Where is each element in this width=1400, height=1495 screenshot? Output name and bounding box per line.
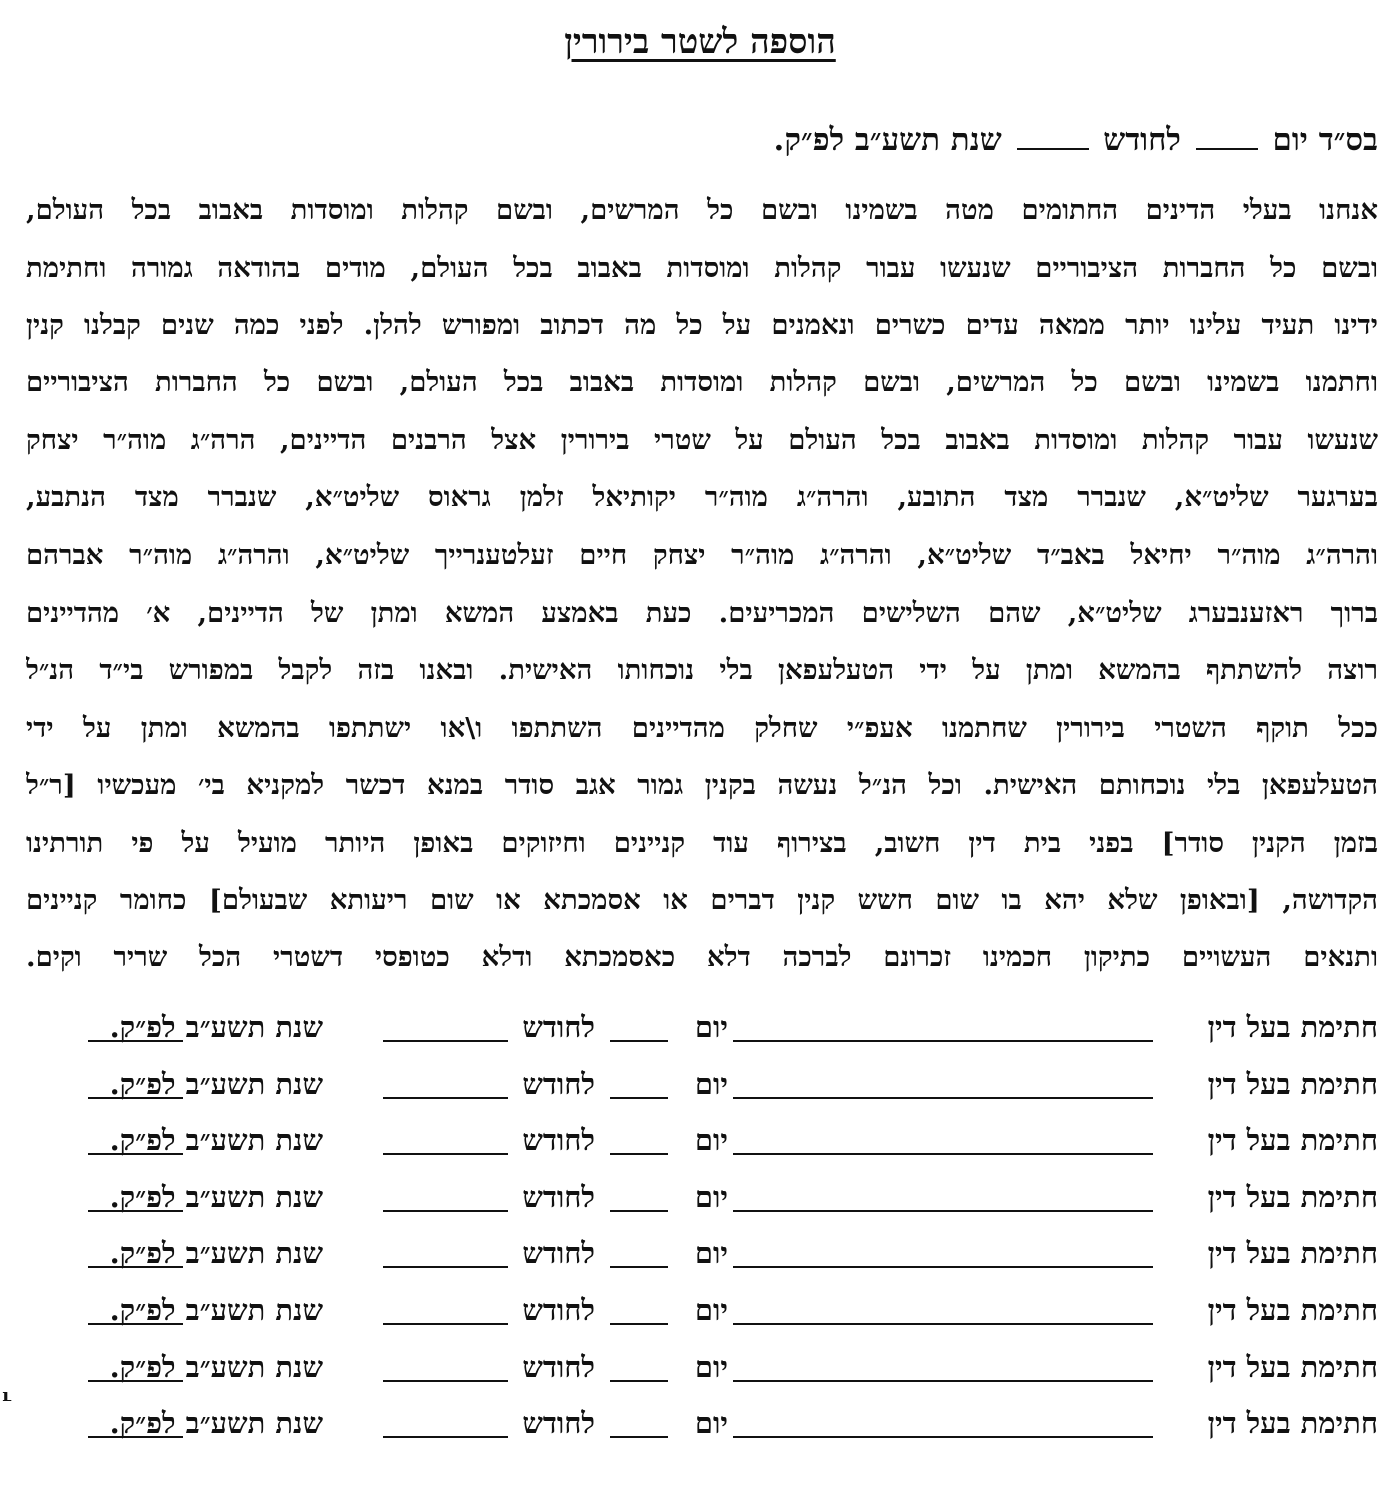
signature-row xyxy=(26,1406,1378,1450)
signature-day-blank[interactable] xyxy=(610,1153,668,1155)
signature-day-blank[interactable] xyxy=(610,1436,668,1438)
signature-month-label: לחודש xyxy=(522,1010,595,1044)
signature-line[interactable] xyxy=(733,1040,1153,1042)
signature-line[interactable] xyxy=(733,1210,1153,1212)
signature-year-blank[interactable] xyxy=(88,1323,183,1325)
margin-mark: ւ xyxy=(2,1385,11,1406)
signature-line[interactable] xyxy=(733,1380,1153,1382)
signature-year-label: שנת תשע״ב לפ״ק. xyxy=(109,1067,323,1101)
signature-row xyxy=(26,1236,1378,1280)
signature-label: חתימת בעל דין xyxy=(1207,1350,1378,1384)
signature-day-blank[interactable] xyxy=(610,1040,668,1042)
signature-month-blank[interactable] xyxy=(383,1153,508,1155)
signature-line[interactable] xyxy=(733,1436,1153,1438)
body-line: רוצה להשתתף בהמשא ומתן על ידי הטעלעפאן בלי נוכחותו האישית. ובאנו בזה לקבל במפורש בי״ד הנ״ל xyxy=(26,654,1378,686)
dateline xyxy=(774,122,1378,158)
body-line: והרה״ג מוה״ר יחיאל באב״ד שליט״א, והרה״ג מוה״ר יצחק חיים זעלטענרייך שליט״א, והרה״ג מוה״ר אברהם xyxy=(26,539,1378,571)
body-line: ובשם כל החברות הציבוריים שנעשו עבור קהלות ומוסדות באבוב בכל העולם, מודים בהודאה גמורה וחתימת xyxy=(26,252,1378,284)
signature-day-blank[interactable] xyxy=(610,1266,668,1268)
signature-month-label: לחודש xyxy=(522,1180,595,1214)
body-line: אנחנו בעלי הדינים החתומים מטה בשמינו ובשם כל המרשים, ובשם קהלות ומוסדות באבוב בכל העולם, xyxy=(26,194,1378,226)
signature-line[interactable] xyxy=(733,1097,1153,1099)
signature-day-label: יום xyxy=(694,1293,728,1327)
dateline-day-label: בס״ד יום xyxy=(1272,122,1378,158)
signature-label: חתימת בעל דין xyxy=(1207,1293,1378,1327)
body-line: הקדושה, [ובאופן שלא יהא בו שום חשש קנין דברים או אסמכתא או שום ריעותא שבעולם] כחומר קניינים xyxy=(26,884,1378,916)
signature-label: חתימת בעל דין xyxy=(1207,1180,1378,1214)
signature-row xyxy=(26,1123,1378,1167)
signature-row xyxy=(26,1010,1378,1054)
signature-label: חתימת בעל דין xyxy=(1207,1123,1378,1157)
signature-year-blank[interactable] xyxy=(88,1210,183,1212)
signature-line[interactable] xyxy=(733,1323,1153,1325)
signature-day-label: יום xyxy=(694,1067,728,1101)
body-line: שנעשו עבור קהלות ומוסדות באבוב בכל העולם על שטרי בירורין אצל הרבנים הדיינים, הרה״ג מוה״ר יצחק xyxy=(26,424,1378,456)
signature-month-label: לחודש xyxy=(522,1236,595,1270)
signature-day-blank[interactable] xyxy=(610,1380,668,1382)
signature-day-blank[interactable] xyxy=(610,1323,668,1325)
signature-month-blank[interactable] xyxy=(383,1323,508,1325)
signature-day-label: יום xyxy=(694,1236,728,1270)
document-title-text: הוספה לשטר בירורין xyxy=(564,22,836,62)
dateline-month-blank[interactable] xyxy=(1017,122,1089,150)
signature-month-label: לחודש xyxy=(522,1067,595,1101)
signature-row xyxy=(26,1067,1378,1111)
body-line: הטעלעפאן בלי נוכחותם האישית. וכל הנ״ל נעשה בקנין גמור אגב סודר במנא דכשר למקניא בי׳ מעכשיו [ר״ל xyxy=(26,769,1378,801)
signature-year-label: שנת תשע״ב לפ״ק. xyxy=(109,1180,323,1214)
signature-month-blank[interactable] xyxy=(383,1210,508,1212)
signature-day-label: יום xyxy=(694,1180,728,1214)
signature-year-label: שנת תשע״ב לפ״ק. xyxy=(109,1123,323,1157)
signature-year-blank[interactable] xyxy=(88,1040,183,1042)
signature-day-label: יום xyxy=(694,1010,728,1044)
signature-row xyxy=(26,1180,1378,1224)
body-line: בזמן הקנין סודר] בפני בית דין חשוב, בצירוף עוד קניינים וחיזוקים באופן היותר מועיל על פי תורתינו xyxy=(26,827,1378,859)
signature-day-label: יום xyxy=(694,1406,728,1440)
signature-label: חתימת בעל דין xyxy=(1207,1236,1378,1270)
signature-month-blank[interactable] xyxy=(383,1266,508,1268)
body-line: ככל תוקף השטרי בירורין שחתמנו אעפ״י שחלק מהדיינים השתתפו ו\או ישתתפו בהמשא ומתן על ידי xyxy=(26,712,1378,744)
body-line: ידינו תעיד עלינו יותר ממאה עדים כשרים ונאמנים על כל מה דכתוב ומפורש להלן. לפני כמה שנים קבלנו קנין xyxy=(26,309,1378,341)
signature-line[interactable] xyxy=(733,1266,1153,1268)
signature-year-label: שנת תשע״ב לפ״ק. xyxy=(109,1010,323,1044)
signature-month-blank[interactable] xyxy=(383,1380,508,1382)
document-title xyxy=(0,22,1400,62)
body-line: בערגער שליט״א, שנברר מצד התובע, והרה״ג מוה״ר יקותיאל זלמן גראוס שליט״א, שנברר מצד הנתבע, xyxy=(26,481,1378,513)
signature-year-blank[interactable] xyxy=(88,1436,183,1438)
signature-year-label: שנת תשע״ב לפ״ק. xyxy=(109,1236,323,1270)
signature-day-blank[interactable] xyxy=(610,1210,668,1212)
signature-month-label: לחודש xyxy=(522,1293,595,1327)
body-line: ותנאים העשויים כתיקון חכמינו זכרונם לברכה דלא כאסמכתא ודלא כטופסי דשטרי הכל שריר וקים. xyxy=(26,941,1378,973)
signature-day-blank[interactable] xyxy=(610,1097,668,1099)
signature-row xyxy=(26,1350,1378,1394)
signature-year-blank[interactable] xyxy=(88,1266,183,1268)
signature-month-blank[interactable] xyxy=(383,1040,508,1042)
signature-label: חתימת בעל דין xyxy=(1207,1010,1378,1044)
signature-line[interactable] xyxy=(733,1153,1153,1155)
signature-month-label: לחודש xyxy=(522,1406,595,1440)
signature-month-blank[interactable] xyxy=(383,1097,508,1099)
signature-month-blank[interactable] xyxy=(383,1436,508,1438)
body-line: ברוך ראזענבערג שליט״א, שהם השלישים המכריעים. כעת באמצע המשא ומתן של הדיינים, א׳ מהדיינים xyxy=(26,597,1378,629)
signature-label: חתימת בעל דין xyxy=(1207,1067,1378,1101)
signature-month-label: לחודש xyxy=(522,1350,595,1384)
dateline-day-blank[interactable] xyxy=(1196,122,1258,150)
signature-day-label: יום xyxy=(694,1123,728,1157)
signature-year-label: שנת תשע״ב לפ״ק. xyxy=(109,1350,323,1384)
signature-row xyxy=(26,1293,1378,1337)
signature-year-blank[interactable] xyxy=(88,1380,183,1382)
signature-label: חתימת בעל דין xyxy=(1207,1406,1378,1440)
signature-day-label: יום xyxy=(694,1350,728,1384)
body-line: וחתמנו בשמינו ובשם כל המרשים, ובשם קהלות ומוסדות באבוב בכל העולם, ובשם כל החברות הציבוריים xyxy=(26,366,1378,398)
dateline-year-label: שנת תשע״ב לפ״ק. xyxy=(773,122,1002,158)
signature-year-label: שנת תשע״ב לפ״ק. xyxy=(109,1293,323,1327)
signature-year-blank[interactable] xyxy=(88,1153,183,1155)
signature-year-label: שנת תשע״ב לפ״ק. xyxy=(109,1406,323,1440)
signature-year-blank[interactable] xyxy=(88,1097,183,1099)
dateline-month-label: לחודש xyxy=(1103,122,1181,158)
signature-month-label: לחודש xyxy=(522,1123,595,1157)
